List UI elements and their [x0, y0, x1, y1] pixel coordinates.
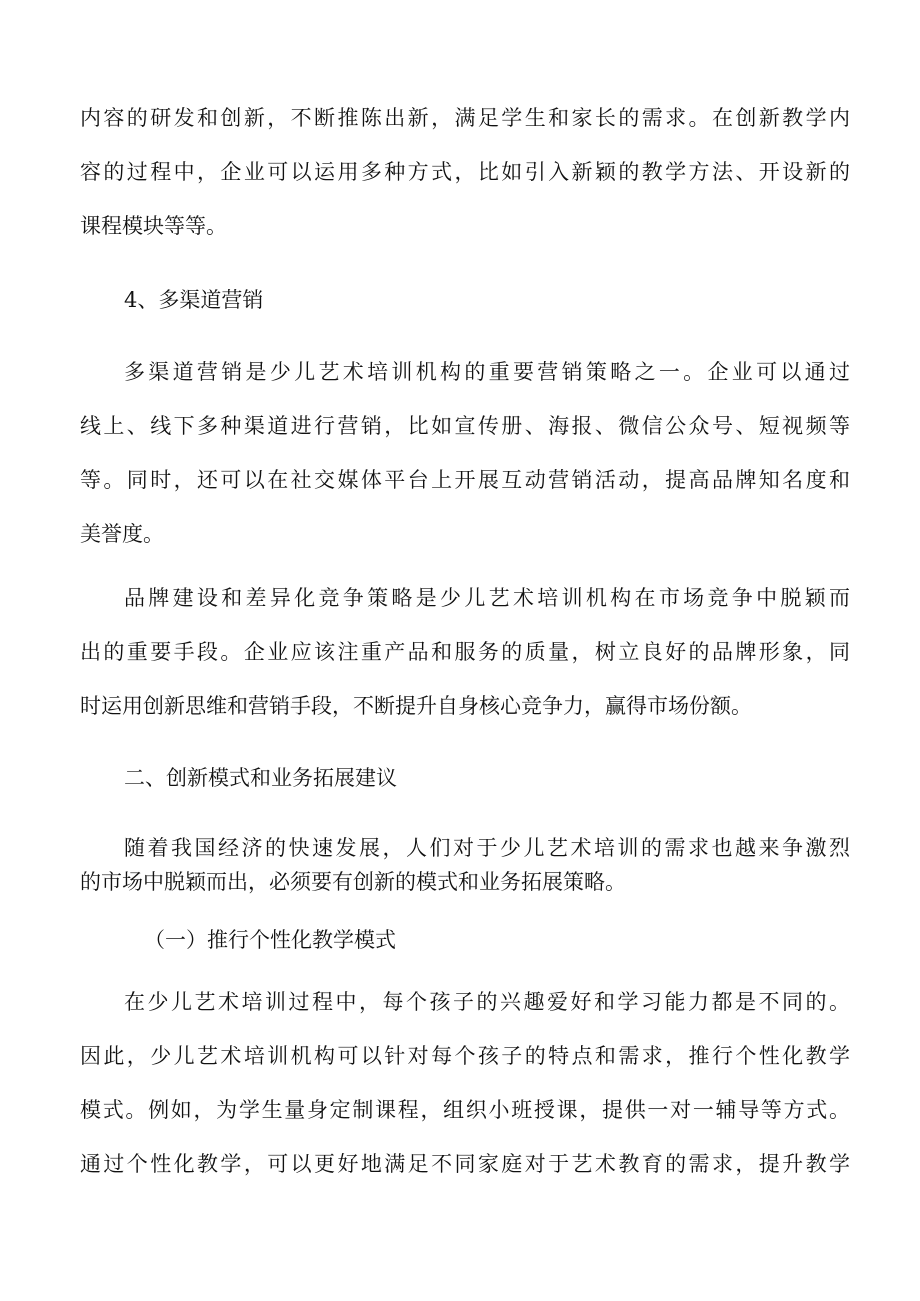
paragraph-line: 在少儿艺术培训过程中，每个孩子的兴趣爱好和学习能力都是不同的。 [124, 990, 850, 1014]
paragraph-line: 时运用创新思维和营销手段，不断提升自身核心竞争力，赢得市场份额。 [80, 694, 752, 718]
paragraph-line: 课程模块等等。 [80, 214, 227, 238]
paragraph-line: 等。同时，还可以在社交媒体平台上开展互动营销活动，提高品牌知名度和 [80, 468, 850, 492]
section-heading: 4、多渠道营销 [124, 288, 264, 312]
section-heading: 二、创新模式和业务拓展建议 [124, 766, 397, 790]
paragraph-line: 容的过程中，企业可以运用多种方式，比如引入新颖的教学方法、开设新的 [80, 160, 850, 184]
paragraph-line: 因此，少儿艺术培训机构可以针对每个孩子的特点和需求，推行个性化教学 [80, 1044, 850, 1068]
paragraph-line: 通过个性化教学，可以更好地满足不同家庭对于艺术教育的需求，提升教学 [80, 1152, 850, 1176]
paragraph-line: 出的重要手段。企业应该注重产品和服务的质量，树立良好的品牌形象，同 [80, 640, 850, 664]
subsection-heading: （一）推行个性化教学模式 [144, 928, 396, 952]
paragraph-line: 多渠道营销是少儿艺术培训机构的重要营销策略之一。企业可以通过 [124, 360, 850, 384]
paragraph-line: 内容的研发和创新，不断推陈出新，满足学生和家长的需求。在创新教学内 [80, 106, 850, 130]
paragraph-line: 的市场中脱颖而出，必须要有创新的模式和业务拓展策略。 [80, 870, 626, 894]
paragraph-line: 模式。例如，为学生量身定制课程，组织小班授课，提供一对一辅导等方式。 [80, 1098, 850, 1122]
paragraph-line: 品牌建设和差异化竞争策略是少儿艺术培训机构在市场竞争中脱颖而 [124, 586, 850, 610]
paragraph-line: 线上、线下多种渠道进行营销，比如宣传册、海报、微信公众号、短视频等 [80, 414, 850, 438]
paragraph-line: 随着我国经济的快速发展，人们对于少儿艺术培训的需求也越来争激烈 [124, 836, 850, 860]
paragraph-line: 美誉度。 [80, 522, 164, 546]
